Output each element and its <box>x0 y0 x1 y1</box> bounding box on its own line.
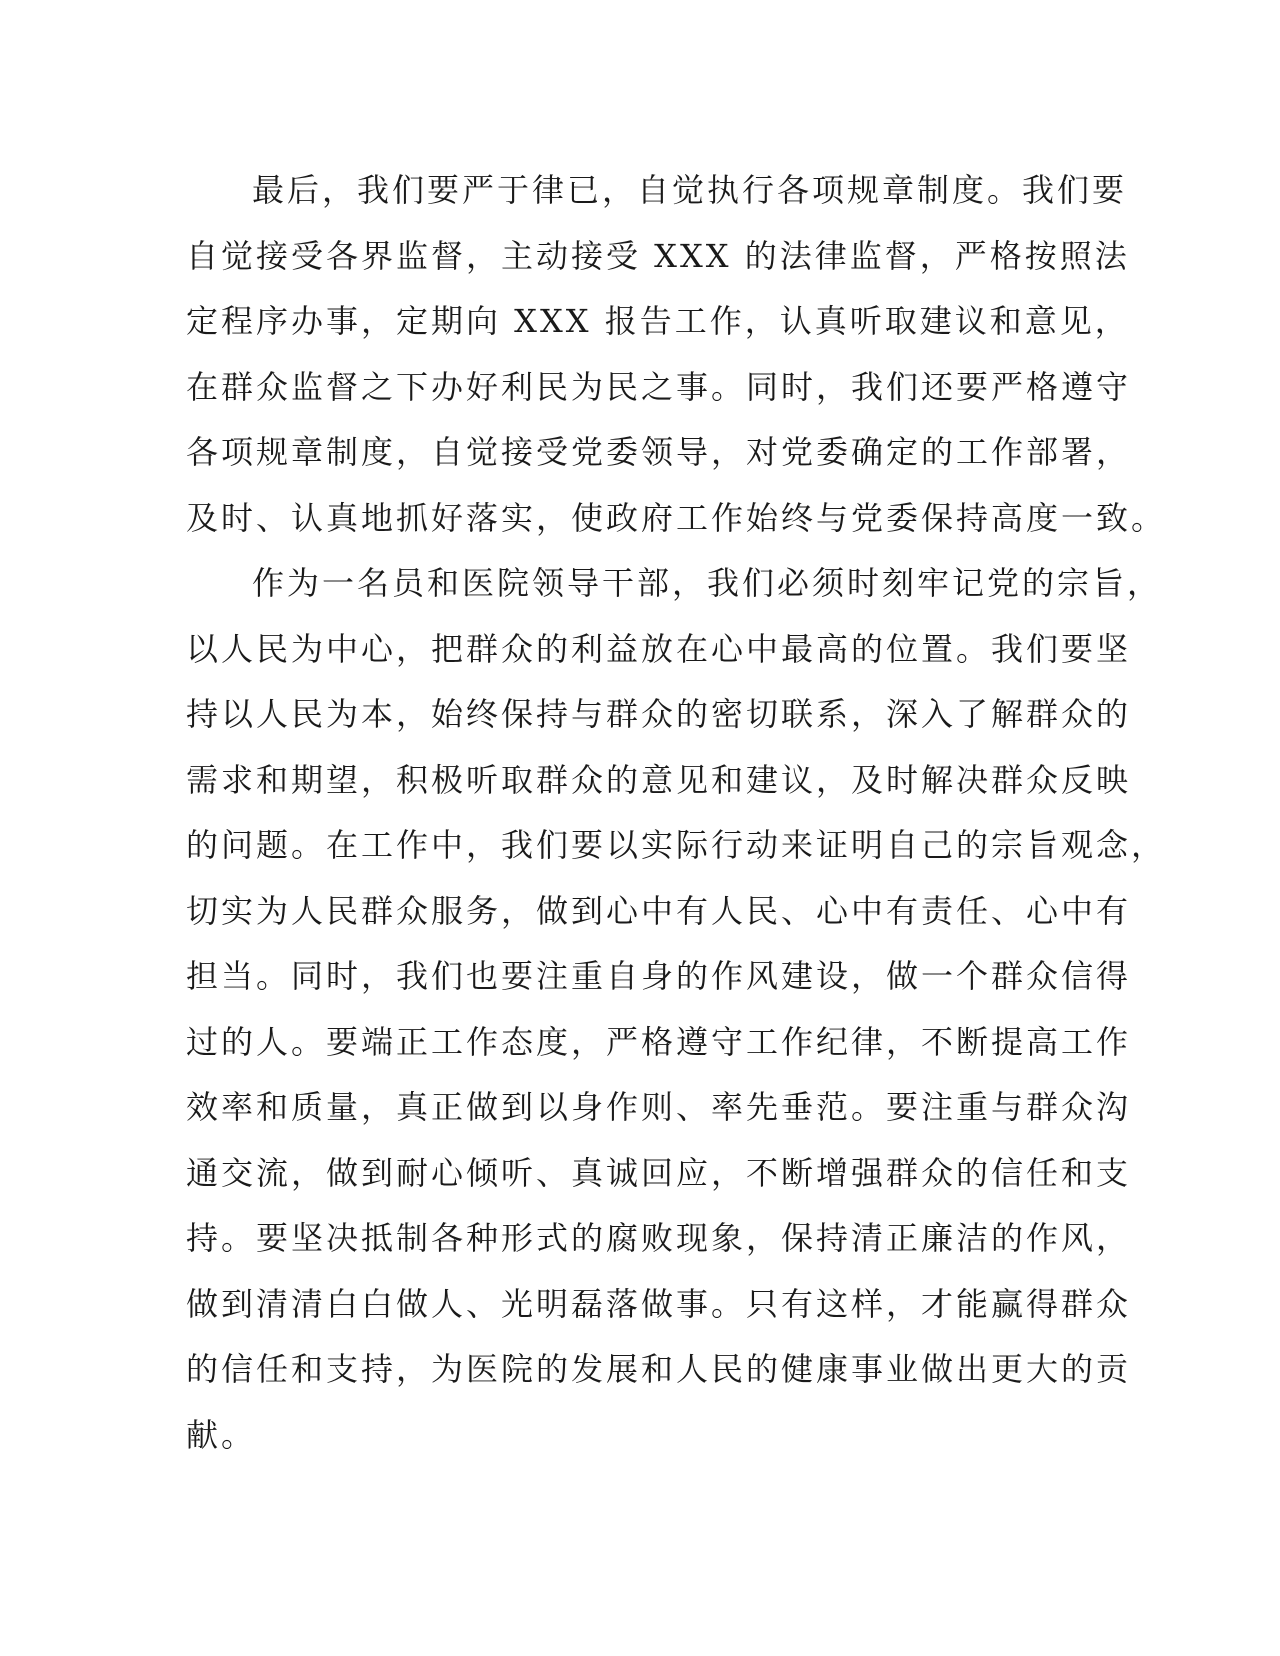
text-line: 的信任和支持，为医院的发展和人民的健康事业做出更大的贡 <box>186 1350 1132 1388</box>
text-line: 需求和期望，积极听取群众的意见和建议，及时解决群众反映 <box>186 760 1132 799</box>
text-line: 通交流，做到耐心倾听、真诚回应，不断增强群众的信任和支 <box>186 1153 1132 1192</box>
text-line: 切实为人民群众服务，做到心中有人民、心中有责任、心中有 <box>186 891 1132 930</box>
text-line: 各项规章制度，自觉接受党委领导，对党委确定的工作部署， <box>186 433 1132 471</box>
text-line: 在群众监督之下办好利民为民之事。同时，我们还要严格遵守 <box>186 367 1132 406</box>
paragraph-1 <box>186 158 1167 551</box>
text-line: 作为一名员和医院领导干部，我们必须时刻牢记党的宗旨， <box>252 564 1163 602</box>
text-line: 持。要坚决抵制各种形式的腐败现象，保持清正廉洁的作风， <box>186 1219 1132 1257</box>
text-line: 献。 <box>186 1415 257 1454</box>
text-line: 的问题。在工作中，我们要以实际行动来证明自己的宗旨观念， <box>186 826 1167 864</box>
text-line: 定程序办事，定期向 XXX 报告工作，认真听取建议和意见， <box>186 302 1130 340</box>
paragraph-2 <box>186 551 1167 1468</box>
text-line: 及时、认真地抓好落实，使政府工作始终与党委保持高度一致。 <box>186 498 1167 537</box>
text-line: 做到清清白白做人、光明磊落做事。只有这样，才能赢得群众 <box>186 1284 1132 1323</box>
text-line: 持以人民为本，始终保持与群众的密切联系，深入了解群众的 <box>186 695 1132 733</box>
text-line: 最后，我们要严于律已，自觉执行各项规章制度。我们要 <box>252 171 1128 209</box>
text-line: 效率和质量，真正做到以身作则、率先垂范。要注重与群众沟 <box>186 1088 1132 1126</box>
text-line: 担当。同时，我们也要注重自身的作风建设，做一个群众信得 <box>186 957 1132 995</box>
text-line: 以人民为中心，把群众的利益放在心中最高的位置。我们要坚 <box>186 629 1132 668</box>
document-body <box>186 158 1167 1468</box>
text-line: 自觉接受各界监督，主动接受 XXX 的法律监督，严格按照法 <box>186 236 1130 275</box>
text-line: 过的人。要端正工作态度，严格遵守工作纪律，不断提高工作 <box>186 1022 1132 1061</box>
